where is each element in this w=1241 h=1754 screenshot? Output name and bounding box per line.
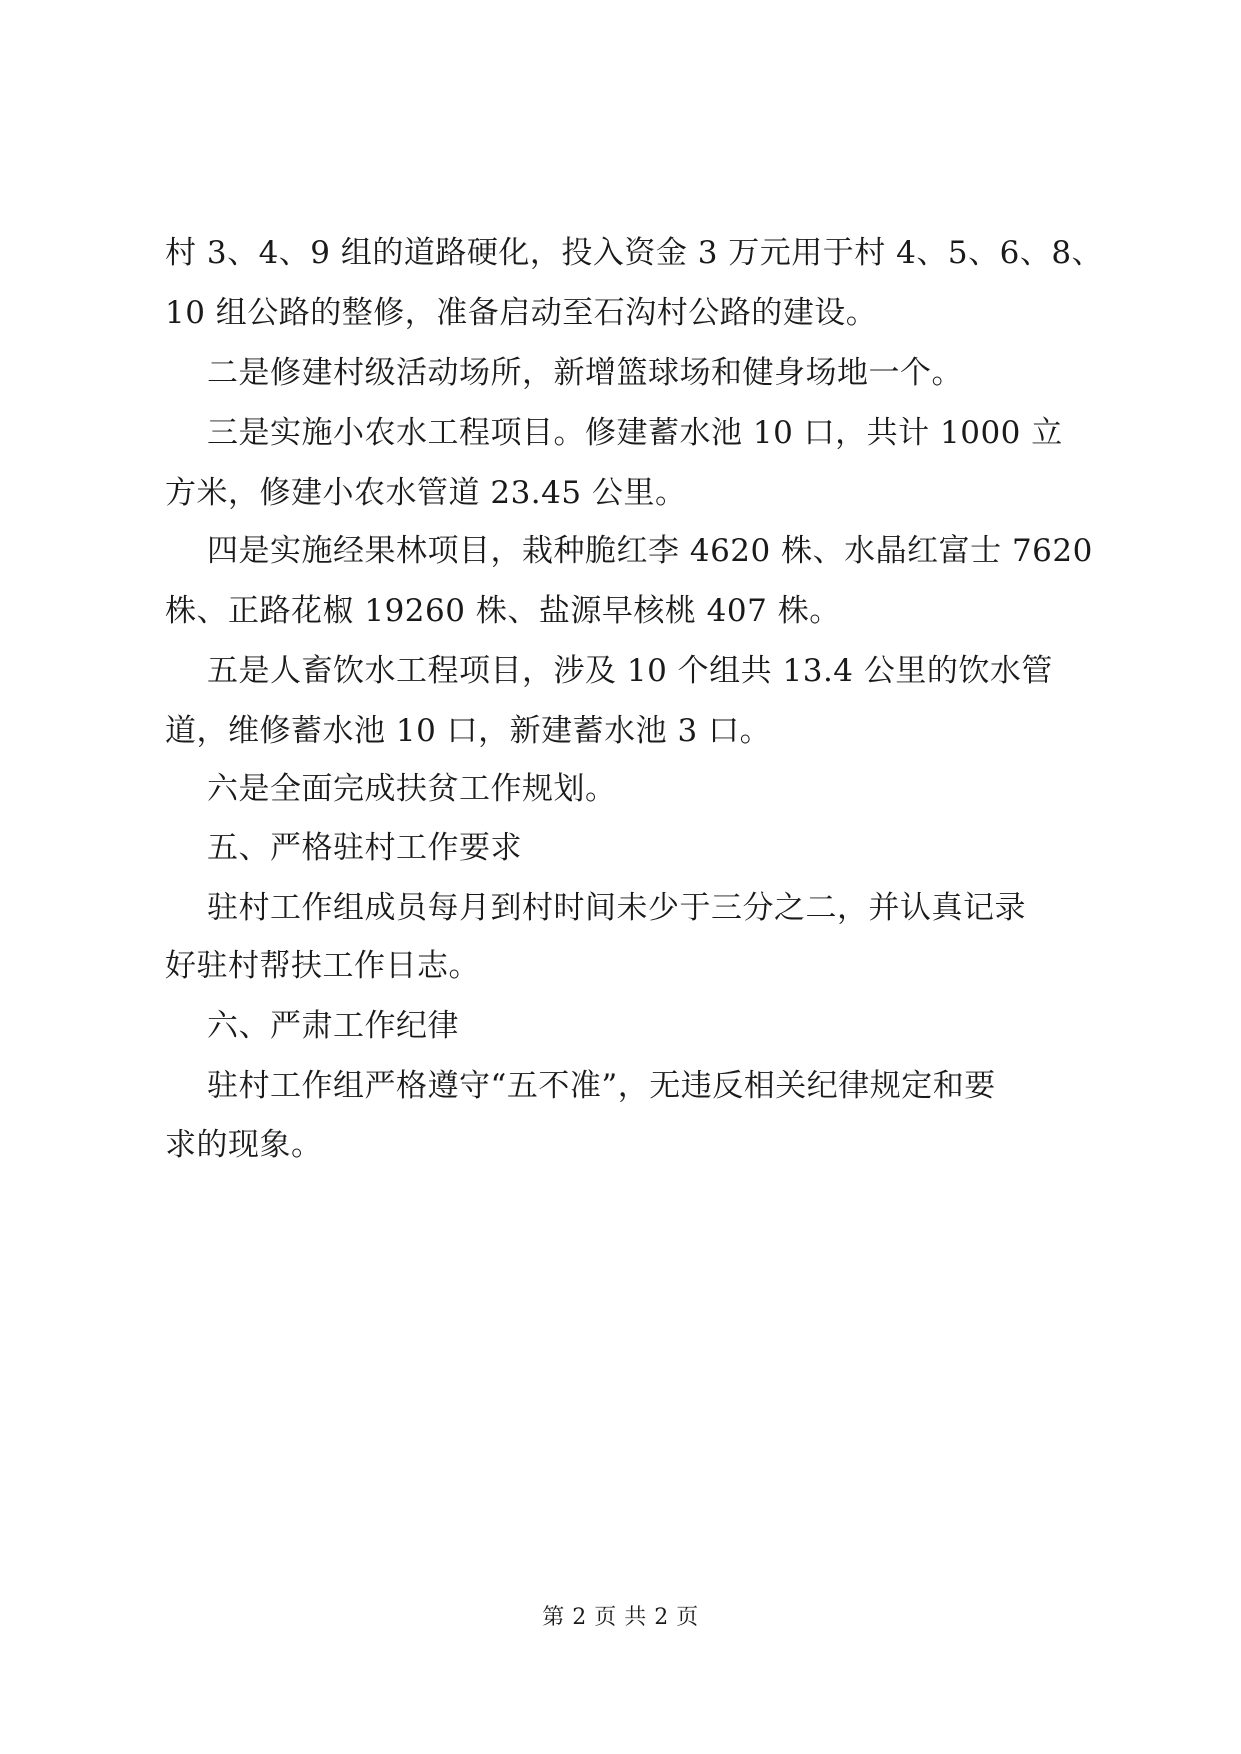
paragraph-item-5: 五是人畜饮水工程项目，涉及 10 个组共 13.4 公里的饮水管 [207,653,1053,689]
body-line-9: 道，维修蓄水池 10 口，新建蓄水池 3 口。 [165,713,772,749]
section-6-body: 驻村工作组严格遵守“五不准”，无违反相关纪律规定和要 [207,1068,996,1104]
page-footer: 第 2 页 共 2 页 [542,1605,699,1630]
body-line-7: 株、正路花椒 19260 株、盐源早核桃 407 株。 [165,593,841,629]
body-line-2: 10 组公路的整修，准备启动至石沟村公路的建设。 [165,295,878,331]
section-heading-5: 五、严格驻村工作要求 [207,830,522,866]
paragraph-item-2: 二是修建村级活动场所，新增篮球场和健身场地一个。 [207,355,963,391]
body-line-13: 好驻村帮扶工作日志。 [165,948,480,984]
section-5-body: 驻村工作组成员每月到村时间未少于三分之二，并认真记录 [207,890,1026,926]
body-line-5: 方米，修建小农水管道 23.45 公里。 [165,475,687,511]
paragraph-item-3: 三是实施小农水工程项目。修建蓄水池 10 口，共计 1000 立 [207,415,1063,451]
paragraph-item-6: 六是全面完成扶贫工作规划。 [207,771,617,807]
body-line-16: 求的现象。 [165,1127,323,1163]
section-heading-6: 六、严肃工作纪律 [207,1008,459,1044]
paragraph-item-4: 四是实施经果林项目，栽种脆红李 4620 株、水晶红富士 7620 [207,533,1093,569]
body-line-1: 村 3、4、9 组的道路硬化，投入资金 3 万元用于村 4、5、6、8、 [165,235,1104,271]
